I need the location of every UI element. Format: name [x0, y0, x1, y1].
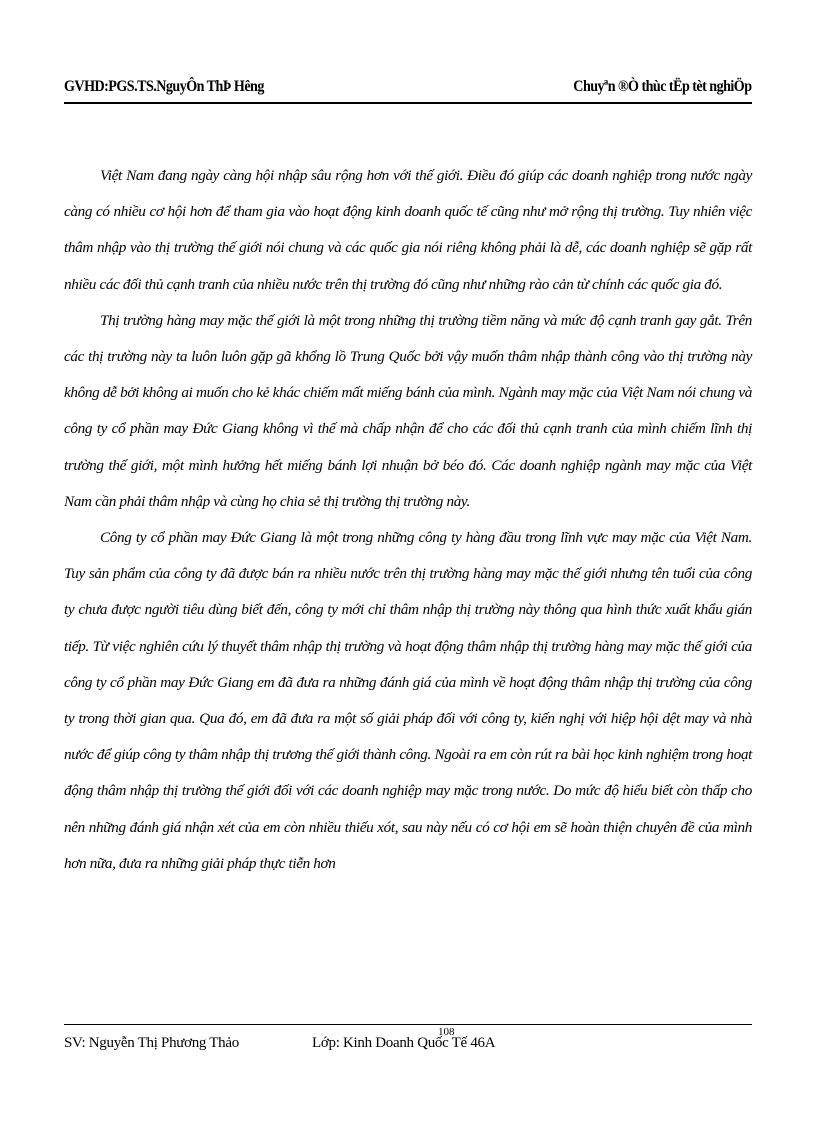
footer-class: Lớp: Kinh Doanh Quốc Tế 46A: [312, 1035, 496, 1051]
page-footer: [64, 1024, 752, 1065]
paragraph-1: Việt Nam đang ngày càng hội nhập sâu rộng hơn với thế giới. Điều đó giúp các doanh nghiệp trong nước ngày càng có nhiều cơ hội hơn để tham gia vào hoạt động kinh doanh quốc tế cũng như mở rộng thị trường. Tuy nhiên việc thâm nhập vào thị trường thế giới nói chung và các quốc gia nói riêng không phải là dễ, các doanh nghiệp sẽ gặp rất nhiều các đối thủ cạnh tranh của nhiều nước trên thị trường đó cũng như những rào cản từ chính các quốc gia đó.: [64, 167, 752, 293]
header-document-title: Chuyªn ®Ò thùc tËp tèt nghiÖp: [573, 78, 752, 95]
footer-student-name: SV: Nguyễn Thị Phương Thảo: [64, 1035, 239, 1051]
body-text: [64, 158, 752, 882]
page-number: 108: [438, 1026, 455, 1038]
page-header: [64, 68, 752, 104]
paragraph-2: Thị trường hàng may mặc thế giới là một trong những thị trường tiềm năng và mức độ cạnh tranh gay gắt. Trên các thị trường này ta luôn luôn gặp gã khổng lồ Trung Quốc bởi vậy muốn thâm nhập thành công vào thị trường này không dễ bởi không ai muốn cho kẻ khác chiếm mất miếng bánh của mình. Ngành may mặc của Việt Nam nói chung và công ty cổ phần may Đức Giang không vì thế mà chấp nhận để cho các đối thủ cạnh tranh của mình chiếm lĩnh thị trường thế giới, một mình hưởng hết miếng bánh lợi nhuận bở béo đó. Các doanh nghiệp ngành may mặc của Việt Nam cần phải thâm nhập và cùng họ chia sẻ thị trường thị trường này.: [64, 311, 752, 510]
header-advisor: GVHD:PGS.TS.NguyÔn ThÞ Hêng: [64, 78, 264, 95]
paragraph-3: Công ty cổ phần may Đức Giang là một trong những công ty hàng đầu trong lĩnh vực may mặc của Việt Nam. Tuy sản phẩm của công ty đã được bán ra nhiều nước trên thị trường hàng may mặc thế giới nhưng tên tuổi của công ty chưa được người tiêu dùng biết đến, công ty mới chỉ thâm nhập thị trường này thông qua hình thức xuất khẩu gián tiếp. Từ việc nghiên cứu lý thuyết thâm nhập thị trường và hoạt động thâm nhập thị trường hàng may mặc thế giới của công ty cổ phần may Đức Giang em đã đưa ra những đánh giá của mình về hoạt động thâm nhập thị trường của công ty trong thời gian qua. Qua đó, em đã đưa ra một số giải pháp đối với công ty, kiến nghị với hiệp hội dệt may và nhà nước để giúp công ty thâm nhập thị trương thế giới thành công. Ngoài ra em còn rút ra bài học kinh nghiệm trong hoạt động thâm nhập thị trường thế giới đối với các doanh nghiệp may mặc trong nước. Do mức độ hiểu biết còn thấp cho nên những đánh giá nhận xét của em còn nhiều thiếu xót, sau này nếu có cơ hội em sẽ hoàn thiện chuyên đề của mình hơn nữa, đưa ra những giải pháp thực tiễn hơn: [64, 529, 752, 872]
